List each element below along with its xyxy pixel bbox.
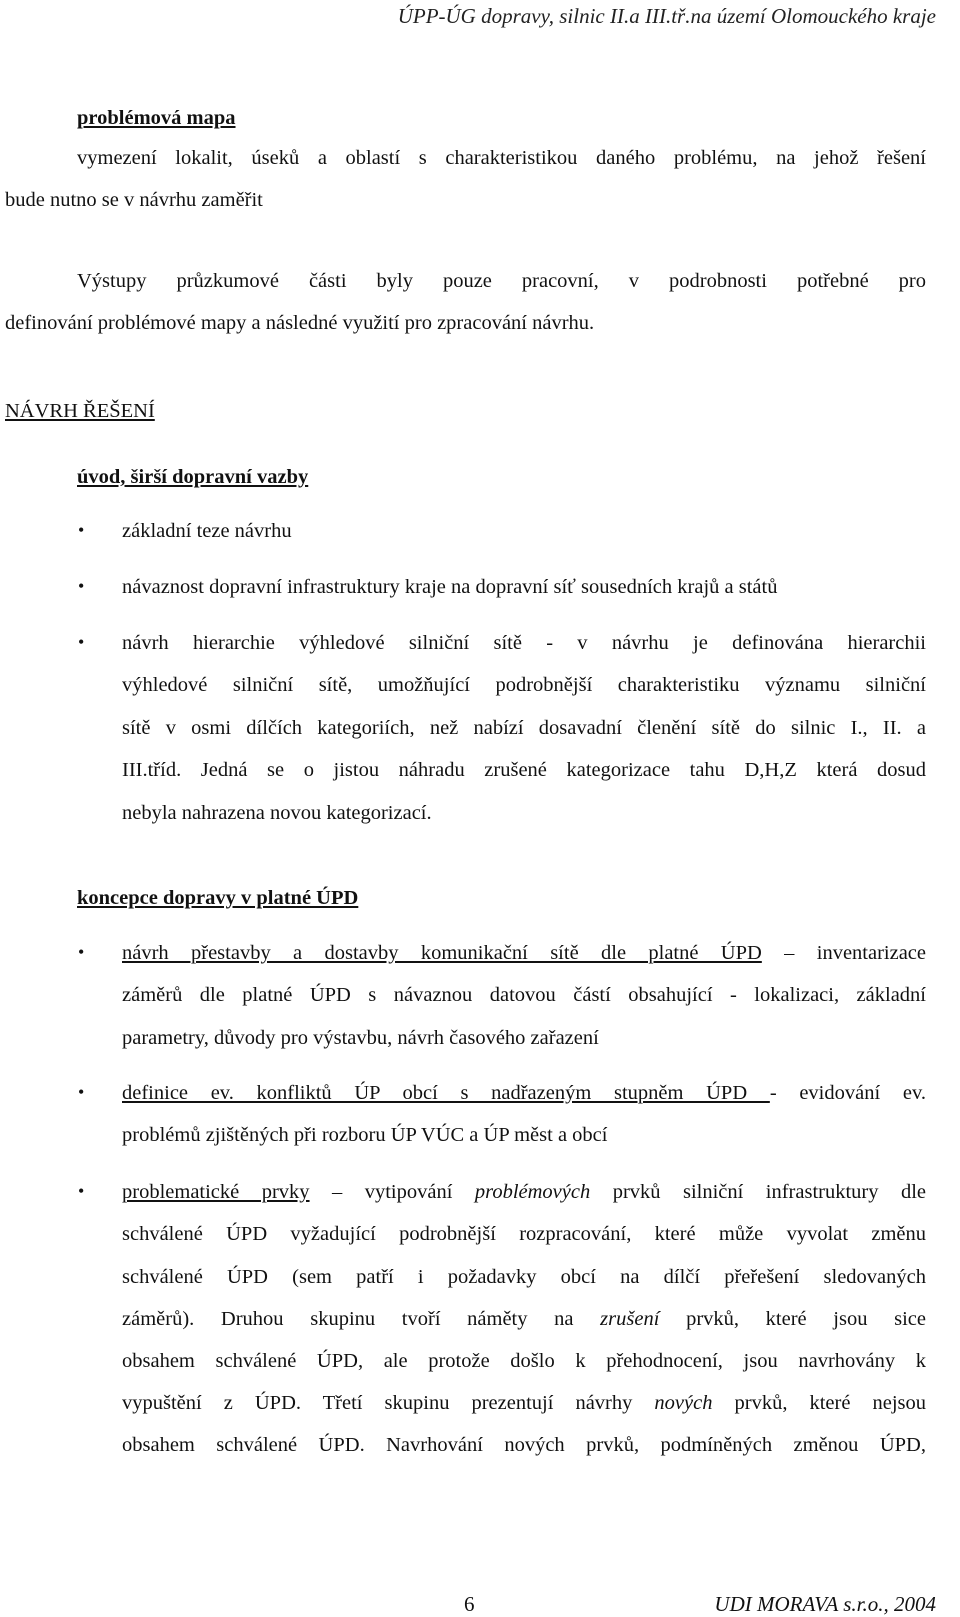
bullet-marker: •	[78, 520, 85, 540]
text-run: záměrů). Druhou skupinu tvoří náměty na	[122, 1308, 601, 1330]
intro-bullet-3-line-5: nebyla nahrazena novou kategorizací.	[122, 802, 432, 824]
concept-bullet-3-line-1	[122, 1171, 926, 1214]
bullet-marker: •	[78, 942, 85, 962]
intro-bullet-3-line-1: návrh hierarchie výhledové silniční sítě - v návrhu je definována hierarchii	[122, 632, 926, 654]
intro-bullet-3-line-2: výhledové silniční sítě, umožňující podrobnější charakteristiku významu silniční	[122, 674, 926, 696]
concept-bullet-3-line-4	[122, 1298, 926, 1341]
outputs-line-1: Výstupy průzkumové části byly pouze pracovní, v podrobnosti potřebné pro	[77, 270, 926, 292]
concept-bullet-1-line-1	[122, 932, 926, 975]
outputs-line-2: definování problémové mapy a následné využití pro zpracování návrhu.	[5, 312, 595, 334]
text-run: vypuštění z ÚPD. Třetí skupinu prezentují návrhy	[122, 1392, 655, 1414]
concept-bullet-3-title: problematické prvky	[122, 1181, 310, 1203]
text-run: prvků silniční infrastruktury dle	[590, 1181, 927, 1203]
concept-bullet-2-title: definice ev. konfliktů ÚP obcí s nadřazeným stupněm ÚPD	[122, 1082, 770, 1104]
concept-bullet-3-line-6	[122, 1382, 926, 1425]
problem-map-line-2: bude nutno se v návrhu zaměřit	[5, 189, 263, 211]
concept-bullet-1-rest: – inventarizace	[761, 942, 927, 964]
bullet-marker: •	[78, 632, 85, 652]
concept-bullet-2-line-2: problémů zjištěných při rozboru ÚP VÚC a ÚP měst a obcí	[122, 1124, 608, 1146]
text-run: – vytipování	[309, 1181, 475, 1203]
heading-concept: koncepce dopravy v platné ÚPD	[77, 887, 359, 909]
text-run: prvků, které jsou sice	[659, 1308, 926, 1330]
intro-bullet-1: základní teze návrhu	[122, 520, 292, 542]
concept-bullet-3-line-5: obsahem schválené ÚPD, ale protože došlo k přehodnocení, jsou navrhovány k	[122, 1350, 926, 1372]
concept-bullet-2-line-1	[122, 1072, 926, 1115]
concept-bullet-1-line-2: záměrů dle platné ÚPD s návaznou datovou částí obsahující - lokalizaci, základní	[122, 984, 926, 1006]
bullet-marker: •	[78, 1082, 85, 1102]
italic-run: problémových	[474, 1181, 591, 1203]
bullet-marker: •	[78, 576, 85, 596]
page-number: 6	[464, 1592, 475, 1616]
concept-bullet-1-line-3: parametry, důvody pro výstavbu, návrh časového zařazení	[122, 1027, 599, 1049]
intro-bullet-3-line-3: sítě v osmi dílčích kategoriích, než nabízí dosavadní členění sítě do silnic I., II. a	[122, 717, 926, 739]
italic-run: nových	[654, 1392, 713, 1414]
heading-solution: NÁVRH ŘEŠENÍ	[5, 400, 155, 422]
concept-bullet-3-line-2: schválené ÚPD vyžadující podrobnější rozpracování, které může vyvolat změnu	[122, 1223, 926, 1245]
intro-bullet-3-line-4: III.tříd. Jedná se o jistou náhradu zrušené kategorizace tahu D,H,Z která dosud	[122, 759, 926, 781]
intro-bullet-2: návaznost dopravní infrastruktury kraje na dopravní síť sousedních krajů a států	[122, 576, 778, 598]
concept-bullet-2-rest: - evidování ev.	[769, 1082, 926, 1104]
problem-map-line-1: vymezení lokalit, úseků a oblastí s charakteristikou daného problému, na jehož řešení	[77, 147, 926, 169]
running-header: ÚPP-ÚG dopravy, silnic II.a III.tř.na území Olomouckého kraje	[397, 4, 936, 28]
heading-intro: úvod, širší dopravní vazby	[77, 466, 309, 488]
heading-problem-map: problémová mapa	[77, 107, 236, 129]
concept-bullet-3-line-3: schválené ÚPD (sem patří i požadavky obcí na dílčí přeřešení sledovaných	[122, 1266, 926, 1288]
text-run: prvků, které nejsou	[712, 1392, 926, 1414]
italic-run: zrušení	[600, 1308, 660, 1330]
bullet-marker: •	[78, 1181, 85, 1201]
concept-bullet-1-title: návrh přestavby a dostavby komunikační sítě dle platné ÚPD	[122, 942, 762, 964]
concept-bullet-3-line-7: obsahem schválené ÚPD. Navrhování nových prvků, podmíněných změnou ÚPD,	[122, 1434, 926, 1456]
footer-company: UDI MORAVA s.r.o., 2004	[714, 1592, 936, 1616]
